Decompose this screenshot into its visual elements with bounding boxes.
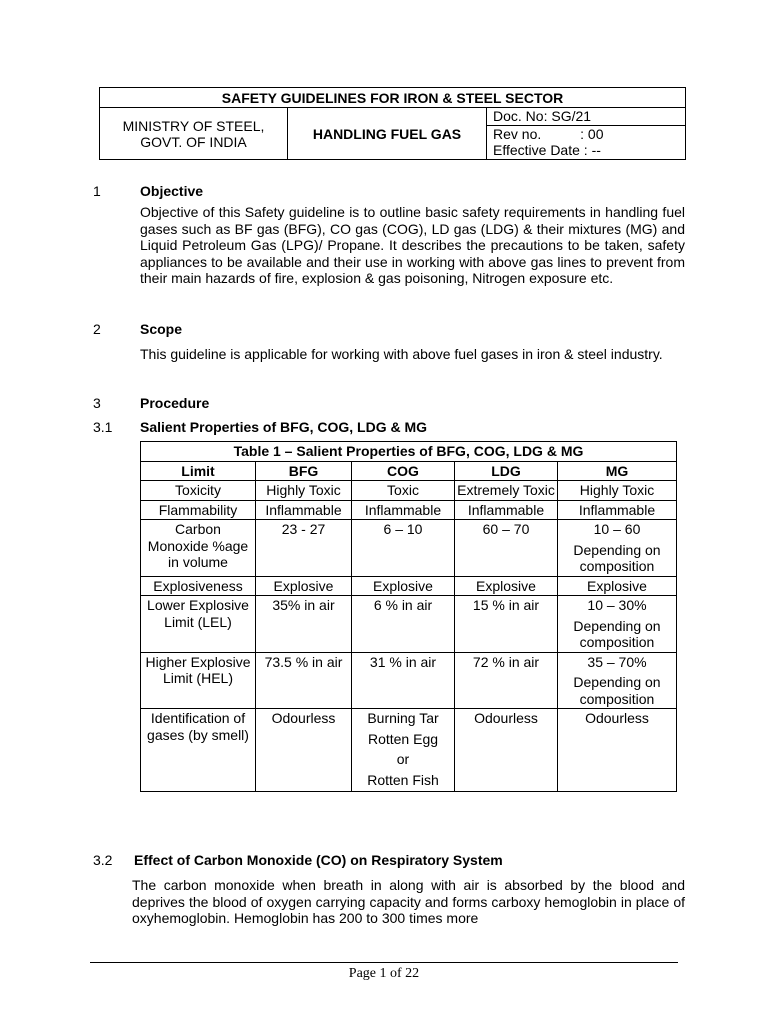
section-2-heading: Scope bbox=[140, 321, 183, 337]
table-cell: Inflammable bbox=[558, 500, 677, 520]
table-cell: Highly Toxic bbox=[256, 481, 352, 501]
table-cell: 31 % in air bbox=[352, 652, 455, 709]
table-cell: Odourless bbox=[256, 709, 352, 792]
section-2-number: 2 bbox=[93, 321, 101, 337]
table-cell: Odourless bbox=[558, 709, 677, 792]
section-1-text: Objective of this Safety guideline is to outline basic safety requirements in handling fuel gases such as BF gas (BFG), CO gas (COG), LD gas (LDG) & their mixtures (MG) and Liquid Petroleum Gas (LPG)/ Propane. It describes the precautions to be taken, safety appliances to be available and their use in working with above gas lines to prevent from their main hazards of fire, explosion & gas poisoning, Nitrogen exposure etc. bbox=[140, 204, 685, 287]
column-header: Limit bbox=[141, 461, 256, 481]
table-cell: 35% in air bbox=[256, 596, 352, 653]
table-cell: Explosive bbox=[455, 576, 558, 596]
table-cell-note: or bbox=[396, 751, 410, 767]
effective-date: Effective Date : -- bbox=[493, 142, 601, 158]
table-cell: Lower Explosive Limit (LEL) bbox=[141, 596, 256, 653]
header-title: SAFETY GUIDELINES FOR IRON & STEEL SECTOR bbox=[100, 88, 686, 108]
ministry-line-1: MINISTRY OF STEEL, bbox=[122, 117, 265, 134]
page-number: Page 1 of 22 bbox=[348, 966, 420, 981]
revision-number: Rev no. : 00 bbox=[487, 125, 685, 143]
table-cell: Flammability bbox=[141, 500, 256, 520]
table-cell: Explosive bbox=[352, 576, 455, 596]
document-title: HANDLING FUEL GAS bbox=[288, 108, 487, 160]
table-cell: Inflammable bbox=[352, 500, 455, 520]
table-row bbox=[141, 652, 677, 709]
table-cell: 6 – 10 bbox=[352, 520, 455, 577]
document-header-table bbox=[99, 87, 686, 160]
table-cell-note: Depending on composition bbox=[573, 674, 661, 707]
table-row bbox=[141, 481, 677, 501]
table-cell: Odourless bbox=[455, 709, 558, 792]
table-cell-value: 10 – 60 bbox=[593, 521, 641, 537]
ministry-line-2: GOVT. OF INDIA bbox=[140, 133, 247, 150]
table-row bbox=[141, 576, 677, 596]
table-cell: 6 % in air bbox=[352, 596, 455, 653]
table-row bbox=[141, 709, 677, 792]
table-cell: Highly Toxic bbox=[558, 481, 677, 501]
table-cell-note: Depending on composition bbox=[573, 541, 661, 574]
ministry-cell bbox=[100, 108, 288, 160]
footer-divider bbox=[90, 962, 678, 963]
table-cell: 23 - 27 bbox=[256, 520, 352, 577]
section-1-number: 1 bbox=[93, 183, 101, 199]
table-cell: Extremely Toxic bbox=[455, 481, 558, 501]
table-cell-value: 10 – 30% bbox=[587, 597, 647, 613]
table-cell bbox=[558, 520, 677, 577]
doc-number: Doc. No: SG/21 bbox=[493, 108, 592, 124]
table-cell: Toxic bbox=[352, 481, 455, 501]
table-caption: Table 1 – Salient Properties of BFG, COG, LDG & MG bbox=[141, 442, 677, 462]
table-cell bbox=[558, 652, 677, 709]
table-cell: Inflammable bbox=[455, 500, 558, 520]
table-cell: Carbon Monoxide %age in volume bbox=[141, 520, 256, 577]
table-cell-value: Burning Tar bbox=[367, 710, 439, 726]
table-cell: 15 % in air bbox=[455, 596, 558, 653]
section-3-heading: Procedure bbox=[140, 395, 210, 411]
table-cell: Identification of gases (by smell) bbox=[141, 709, 256, 792]
table-cell-note: Rotten Fish bbox=[367, 771, 439, 788]
column-header: COG bbox=[352, 461, 455, 481]
salient-properties-table bbox=[140, 441, 677, 792]
table-row bbox=[141, 596, 677, 653]
section-3-2-number: 3.2 bbox=[93, 852, 113, 868]
table-cell: Toxicity bbox=[141, 481, 256, 501]
table-row bbox=[141, 500, 677, 520]
column-header: LDG bbox=[455, 461, 558, 481]
table-header-row bbox=[141, 461, 677, 481]
section-3-2-heading: Effect of Carbon Monoxide (CO) on Respiratory System bbox=[134, 852, 503, 868]
table-cell: Explosive bbox=[256, 576, 352, 596]
table-cell: Inflammable bbox=[256, 500, 352, 520]
table-cell: Higher Explosive Limit (HEL) bbox=[141, 652, 256, 709]
section-3-1-number: 3.1 bbox=[93, 419, 113, 435]
table-cell-note: Rotten Egg bbox=[367, 730, 439, 747]
table-cell-note: Depending on composition bbox=[573, 617, 661, 650]
document-meta-cell bbox=[487, 108, 686, 160]
table-cell: 72 % in air bbox=[455, 652, 558, 709]
table-cell: 73.5 % in air bbox=[256, 652, 352, 709]
column-header: BFG bbox=[256, 461, 352, 481]
table-cell-value: 35 – 70% bbox=[587, 653, 647, 670]
section-3-1-heading: Salient Properties of BFG, COG, LDG & MG bbox=[140, 419, 428, 435]
table-cell bbox=[352, 709, 455, 792]
section-1-heading: Objective bbox=[140, 183, 204, 199]
section-2-text: This guideline is applicable for working with above fuel gases in iron & steel industry. bbox=[140, 346, 663, 362]
table-cell: Explosive bbox=[558, 576, 677, 596]
section-3-2-text: The carbon monoxide when breath in along with air is absorbed by the blood and deprives the blood of oxygen carrying capacity and forms carboxy hemoglobin in place of oxyhemoglobin. Hemoglobin has 200 to 300 times more bbox=[132, 877, 685, 927]
table-cell: 60 – 70 bbox=[455, 520, 558, 577]
table-row bbox=[141, 520, 677, 577]
section-3-number: 3 bbox=[93, 395, 101, 411]
table-cell bbox=[558, 596, 677, 653]
column-header: MG bbox=[558, 461, 677, 481]
table-cell: Explosiveness bbox=[141, 576, 256, 596]
